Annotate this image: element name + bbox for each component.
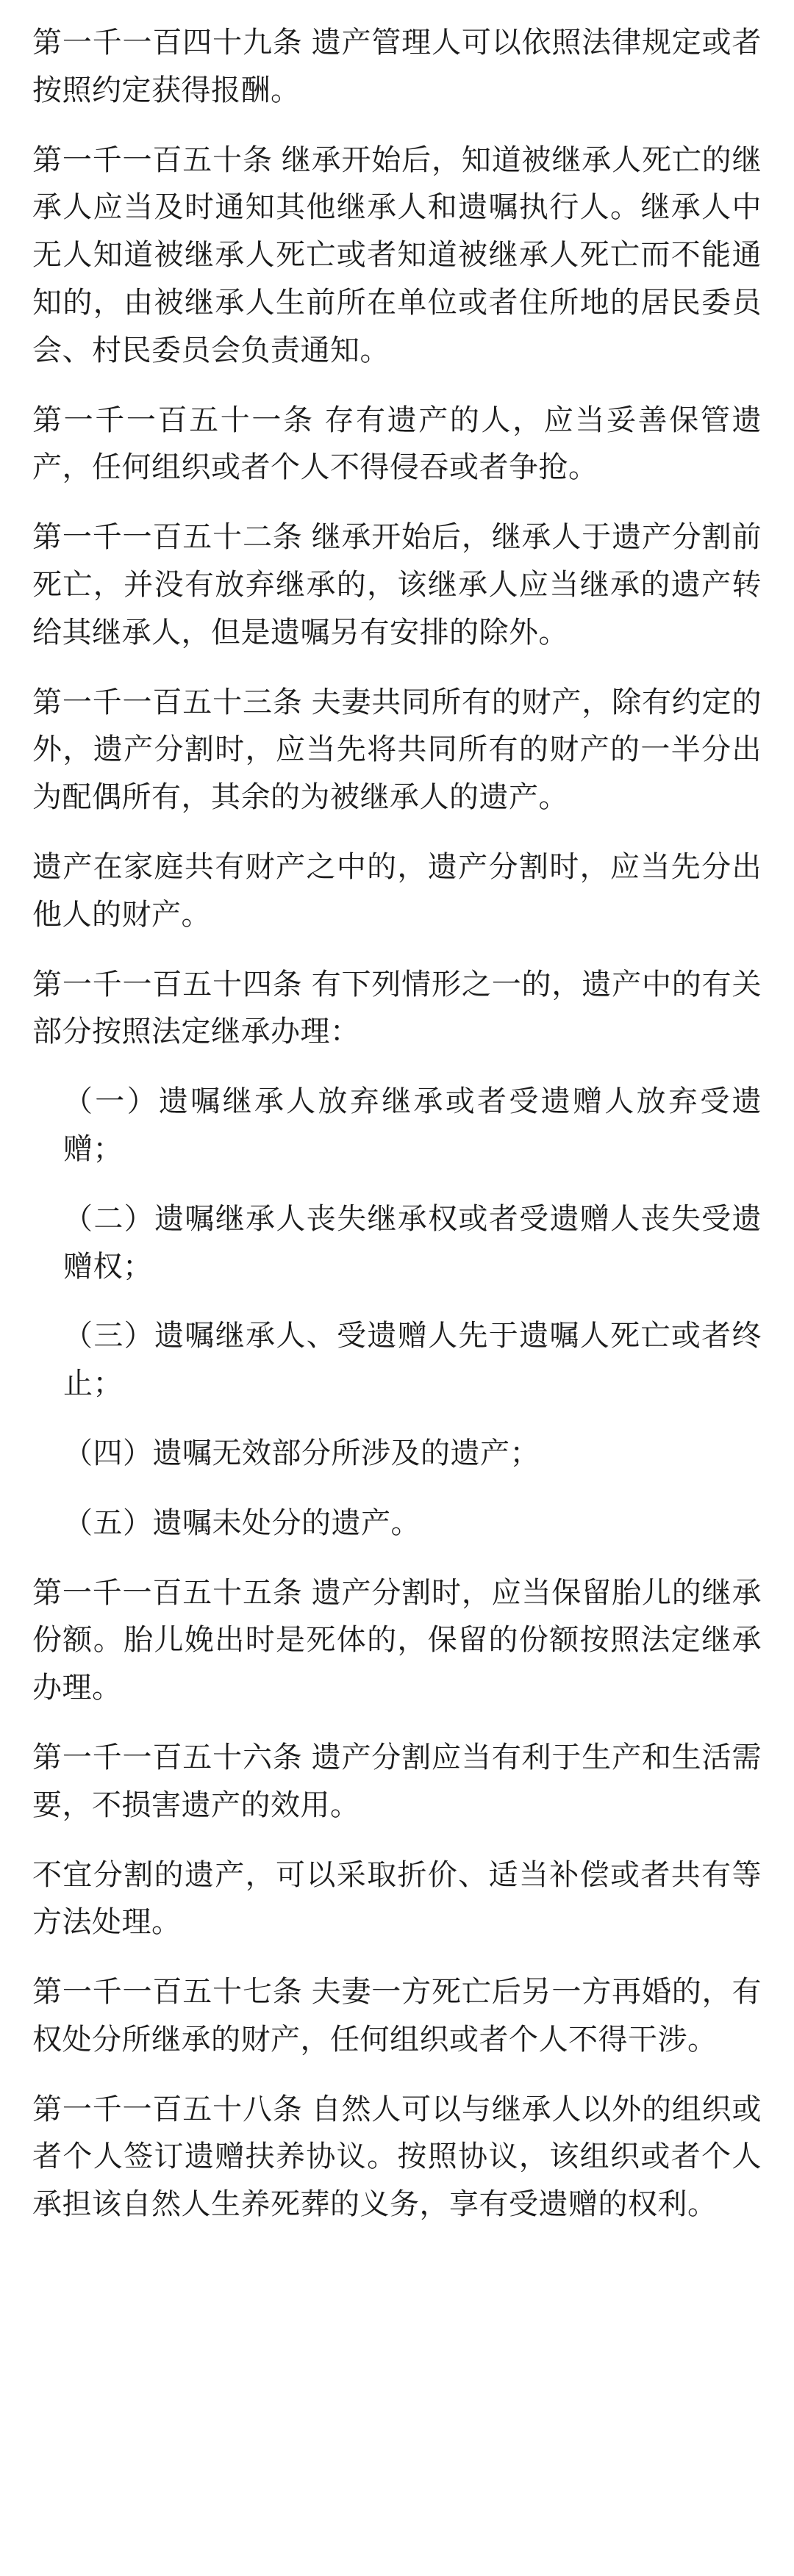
article-paragraph: 不宜分割的遗产，可以采取折价、适当补偿或者共有等方法处理。 bbox=[32, 1858, 762, 1939]
list-item: （四）遗嘱无效部分所涉及的遗产； bbox=[63, 1436, 540, 1469]
article-paragraph: 第一千一百五十六条 遗产分割应当有利于生产和生活需要，不损害遗产的效用。 bbox=[32, 1741, 762, 1821]
article-paragraph: 第一千一百五十三条 夫妻共同所有的财产，除有约定的外，遗产分割时，应当先将共同所有的财产的一半分出为配偶所有，其余的为被继承人的遗产。 bbox=[32, 686, 762, 814]
article-paragraph: 遗产在家庭共有财产之中的，遗产分割时，应当先分出他人的财产。 bbox=[32, 850, 762, 931]
list-item: （三）遗嘱继承人、受遗赠人先于遗嘱人死亡或者终止； bbox=[63, 1320, 762, 1400]
article-paragraph: 第一千一百四十九条 遗产管理人可以依照法律规定或者按照约定获得报酬。 bbox=[32, 26, 762, 107]
list-item: （二）遗嘱继承人丧失继承权或者受遗赠人丧失受遗赠权； bbox=[63, 1202, 762, 1283]
list-item: （一）遗嘱继承人放弃继承或者受遗赠人放弃受遗赠； bbox=[63, 1085, 762, 1165]
list-item: （五）遗嘱未处分的遗产。 bbox=[63, 1506, 421, 1539]
article-paragraph: 第一千一百五十五条 遗产分割时，应当保留胎儿的继承份额。胎儿娩出时是死体的，保留的份额按照法定继承办理。 bbox=[32, 1576, 762, 1705]
article-paragraph: 第一千一百五十一条 存有遗产的人，应当妥善保管遗产，任何组织或者个人不得侵吞或者争抢。 bbox=[32, 403, 762, 484]
article-paragraph: 第一千一百五十二条 继承开始后，继承人于遗产分割前死亡，并没有放弃继承的，该继承人应当继承的遗产转给其继承人，但是遗嘱另有安排的除外。 bbox=[32, 521, 762, 649]
article-paragraph: 第一千一百五十条 继承开始后，知道被继承人死亡的继承人应当及时通知其他继承人和遗嘱执行人。继承人中无人知道被继承人死亡或者知道被继承人死亡而不能通知的，由被继承人生前所在单位或者住所地的居民委员会、村民委员会负责通知。 bbox=[32, 143, 762, 367]
document-body bbox=[32, 19, 762, 2228]
article-paragraph: 第一千一百五十七条 夫妻一方死亡后另一方再婚的，有权处分所继承的财产，任何组织或者个人不得干涉。 bbox=[32, 1976, 762, 2056]
article-paragraph: 第一千一百五十四条 有下列情形之一的，遗产中的有关部分按照法定继承办理： bbox=[32, 968, 762, 1048]
article-paragraph: 第一千一百五十八条 自然人可以与继承人以外的组织或者个人签订遗赠扶养协议。按照协议，该组织或者个人承担该自然人生养死葬的义务，享有受遗赠的权利。 bbox=[32, 2093, 762, 2221]
